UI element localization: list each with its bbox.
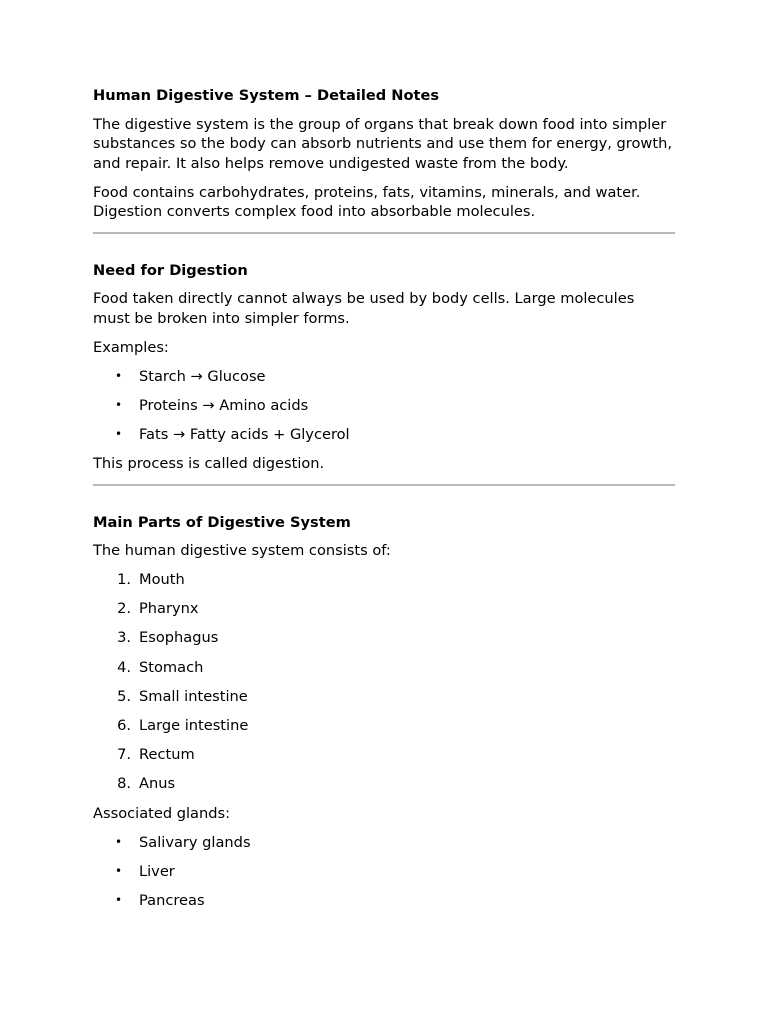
list-number: 4. [117,658,131,676]
list-item [93,570,675,590]
intro-paragraph-1: The digestive system is the group of organs that break down food into simpler substances so the body can absorb nutrients and use them for energy, growth, and repair. It also helps remove undigested waste from the body. [93,115,672,172]
list-item-label: Mouth [139,571,185,589]
list-number: 2. [117,600,131,618]
list-item [93,658,675,678]
list-item-label: Esophagus [139,629,219,647]
examples-label: Examples: [93,338,169,356]
list-item [93,599,675,619]
list-item: • Salivary glands [93,833,675,853]
list-number: 6. [117,717,131,734]
list-item-label: Pharynx [139,600,199,618]
list-item-label: Anus [139,775,176,793]
glands-list [93,833,675,911]
list-number: 3. [117,629,131,647]
intro-paragraph-2: Food contains carbohydrates, proteins, fats, vitamins, minerals, and water. Digestion converts complex food into absorbable molecules. [93,183,641,220]
list-item: • Pancreas [93,891,675,911]
examples-list [93,367,675,445]
parts-heading: Main Parts of Digestive System [93,513,351,531]
need-heading: Need for Digestion [93,261,248,279]
list-number: 1. [117,571,131,589]
list-item: • Starch → Glucose [93,367,675,387]
list-item: • Proteins → Amino acids [93,396,675,416]
glands-label: Associated glands: [93,804,231,822]
section-divider [93,232,675,234]
list-item [93,716,675,736]
list-item-label: Large intestine [139,717,249,734]
list-number: 5. [117,687,131,705]
parts-intro: The human digestive system consists of: [93,542,391,560]
document-content [93,86,675,920]
list-item: • Liver [93,862,675,882]
list-item-label: Stomach [139,658,204,676]
list-item [93,628,675,648]
need-conclusion: This process is called digestion. [93,455,325,473]
section-divider [93,484,675,486]
list-item [93,774,675,794]
list-number: 7. [117,746,131,764]
parts-list [93,570,675,794]
need-paragraph: Food taken directly cannot always be used by body cells. Large molecules must be broken into simpler forms. [93,290,635,327]
document-title: Human Digestive System – Detailed Notes [93,87,440,104]
list-item [93,745,675,765]
list-item [93,687,675,707]
list-number: 8. [117,775,131,793]
list-item: • Fats → Fatty acids + Glycerol [93,425,675,445]
list-item-label: Small intestine [139,687,248,705]
list-item-label: Rectum [139,746,195,764]
